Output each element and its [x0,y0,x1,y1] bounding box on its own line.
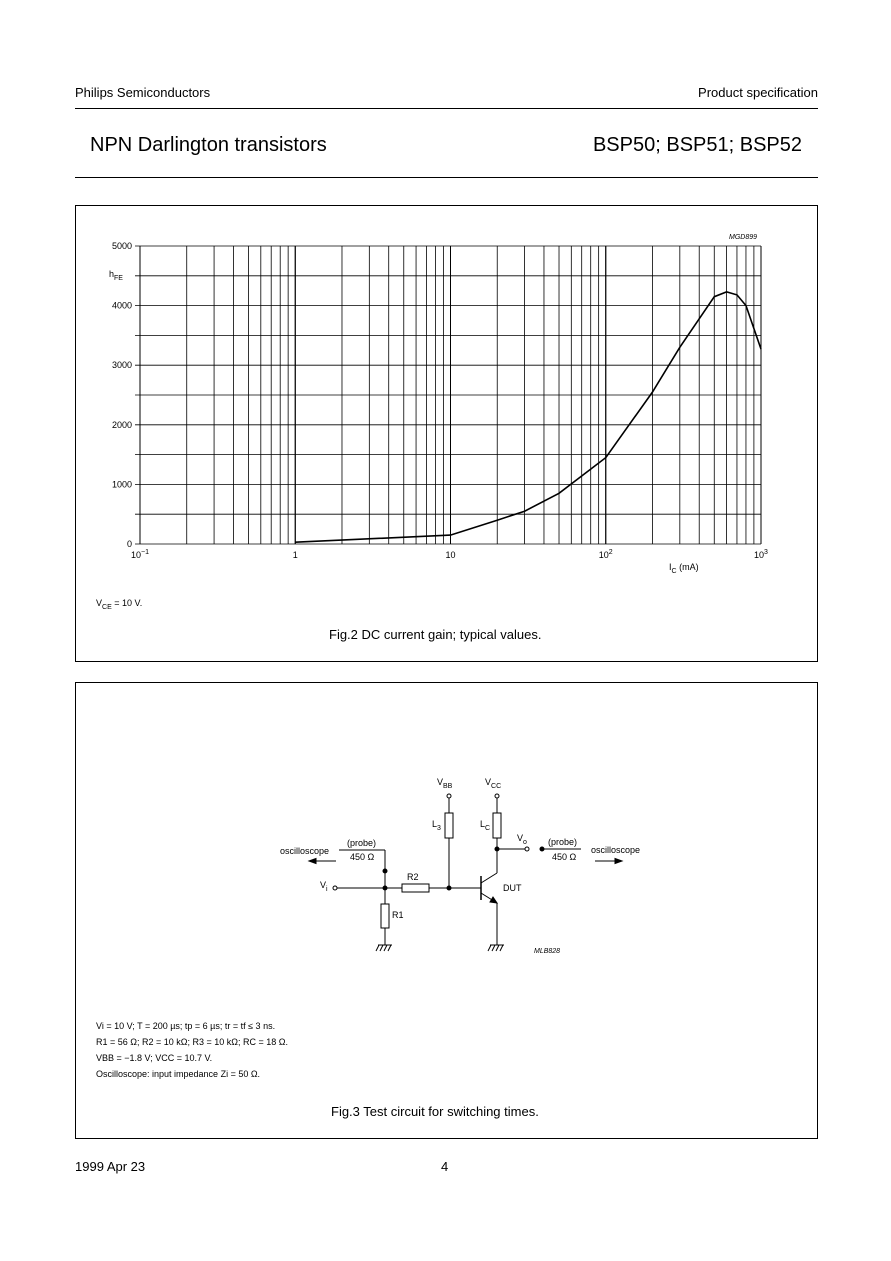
ground-icon [376,945,392,951]
title-rule [75,177,818,178]
circuit-notes [96,1018,288,1082]
probe-right-terminal [540,847,544,851]
dut-label: DUT [503,883,522,893]
x-tick-label: $10^{-1}$ [131,549,149,560]
y-tick-label: 0 [126,539,132,549]
dc-gain-chart [76,206,817,661]
l3-label: $L_3$ [432,819,441,832]
note-line: R1 = 56 Ω; R2 = 10 kΩ; R3 = 10 kΩ; RC = 18 Ω. [96,1037,289,1047]
vo-label: $V_o$ [517,833,527,846]
probe-left-label: (probe) [347,838,377,848]
y-tick-label: 3000 [111,360,132,371]
arrow-right-icon [615,859,622,864]
oscilloscope-right-label: oscilloscope [591,845,641,855]
ground-icon [488,945,504,951]
vbb-label: $V_{BB}$ [437,777,453,790]
x-tick-label: $10^2$ [598,549,613,560]
y-tick-label: 2000 [111,419,132,430]
figure-code: MGD899 [729,234,758,241]
figure-code: MLB828 [534,948,561,955]
vi-terminal [333,886,337,890]
r2-label: R2 [407,872,419,882]
company-name: Philips Semiconductors [75,85,211,100]
y-tick-label: 1000 [111,479,132,490]
note-line: Oscilloscope: input impedance Zi = 50 Ω. [96,1069,261,1079]
l3-inductor [445,813,453,838]
lc-label: $L_C$ [480,819,491,832]
x-tick-label: $10^3$ [754,549,768,560]
vbb-terminal [447,794,451,798]
part-numbers: BSP50; BSP51; BSP52 [592,134,802,156]
r2-resistor [402,884,429,892]
emitter-arrow-icon [490,897,497,903]
y-tick-label: 5000 [111,241,132,251]
r1-resistor [381,904,389,928]
note-line: VBB = −1.8 V; VCC = 10.7 V. [96,1053,213,1063]
vo-terminal [525,847,529,851]
lc-inductor [493,813,501,838]
document-type: Product specification [698,85,818,100]
figure-2-frame [75,205,818,662]
x-tick-label: 1 [292,550,298,560]
x-tick-label: 10 [445,550,456,560]
figure-2-caption: Fig.2 DC current gain; typical values. [329,627,542,642]
note-line: Vi = 10 V; T = 200 µs; tp = 6 µs; tr = tf ≤ 3 ns. [96,1021,276,1031]
x-axis-label: $I_C$ (mA) [669,562,699,575]
y-tick-label: 4000 [111,300,132,311]
page-number: 4 [441,1159,449,1174]
probe-left-terminal [383,869,387,873]
footer-date: 1999 Apr 23 [75,1159,146,1174]
vi-label: $V_i$ [320,880,328,893]
vcc-terminal [495,794,499,798]
probe-right-label: (probe) [548,837,578,847]
document-title: NPN Darlington transistors [90,134,327,156]
r1-label: R1 [392,910,404,920]
figure-3-frame [75,682,818,1139]
y-axis-label: $h_{FE}$ [109,269,123,282]
impedance-right-label: 450 Ω [552,852,577,862]
impedance-left-label: 450 Ω [350,852,375,862]
oscilloscope-left-label: oscilloscope [280,846,330,856]
arrow-left-icon [309,859,316,864]
vcc-label: $V_{CC}$ [485,777,502,790]
header-rule [75,108,818,109]
test-condition: $V_{CE} = 10$ V. [96,598,143,611]
hfe-curve [295,292,761,542]
figure-3-caption: Fig.3 Test circuit for switching times. [331,1104,539,1119]
